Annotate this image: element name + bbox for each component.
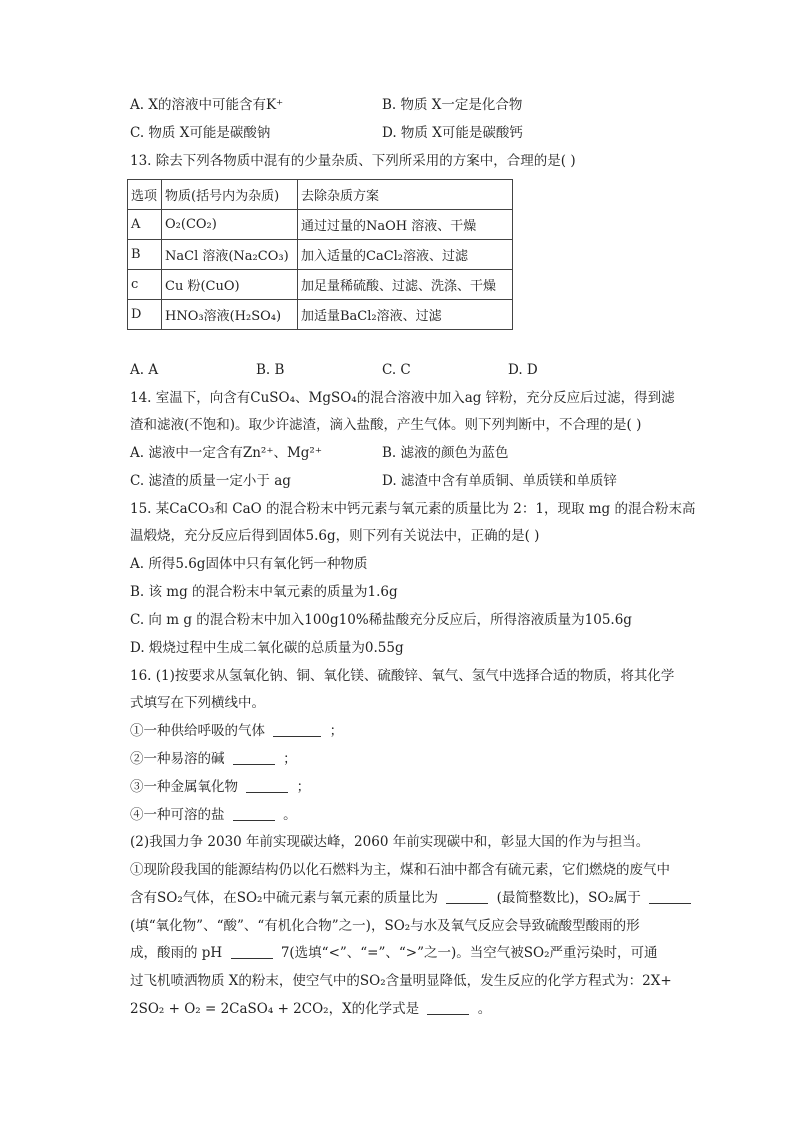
q13-option-d: D. D — [508, 362, 538, 378]
q16-part2-line2: ①现阶段我国的能源结构仍以化石燃料为主，煤和石油中都含有硫元素，它们燃烧的废气中 — [130, 862, 670, 878]
period: 。 — [477, 1001, 492, 1017]
q15-option-a: A. 所得5.6g固体中只有氧化钙一种物质 — [130, 556, 368, 572]
q12-option-b: B. 物质 X一定是化合物 — [382, 97, 523, 113]
table-cell: D — [128, 300, 162, 330]
semicolon: ； — [329, 723, 344, 739]
q14-stem-line2: 渣和滤液(不饱和)。取少许滤渣，滴入盐酸，产生气体。则下列判断中，不合理的是( ) — [130, 417, 642, 433]
q13-stem: 13. 除去下列各物质中混有的少量杂质、下列所采用的方案中，合理的是( ) — [130, 153, 576, 169]
period: 。 — [283, 807, 297, 823]
answer-blank[interactable] — [427, 1002, 469, 1015]
table-header-cell: 选项 — [128, 180, 162, 210]
q15-option-d: D. 煅烧过程中生成二氧化碳的总质量为0.55g — [130, 640, 404, 656]
table-cell: 加适量BaCl₂溶液、过滤 — [298, 300, 513, 330]
table-cell: A — [128, 210, 162, 240]
q13-option-a: A. A — [130, 362, 159, 378]
q16-part2-line3 — [130, 889, 695, 907]
q12-option-d: D. 物质 X可能是碳酸钙 — [382, 125, 523, 141]
q16-part2-line1: (2)我国力争 2030 年前实现碳达峰，2060 年前实现碳中和，彰显大国的作为与担当。 — [130, 834, 650, 850]
answer-blank[interactable] — [649, 891, 691, 904]
q16-item-3-label: ③一种金属氧化物 — [130, 779, 238, 795]
q16-intro-line1: 16. (1)按要求从氢氧化钠、铜、氧化镁、硫酸锌、氧气、氢气中选择合适的物质，将其化学 — [130, 668, 675, 684]
q16-item-4 — [130, 806, 297, 824]
q16-part2-line5 — [130, 944, 658, 962]
q14-option-a: A. 滤液中一定含有Zn²⁺、Mg²⁺ — [130, 445, 322, 461]
q14-option-d: D. 滤渣中含有单质铜、单质镁和单质锌 — [382, 473, 617, 489]
q15-stem-line2: 温煅烧，充分反应后得到固体5.6g，则下列有关说法中，正确的是( ) — [130, 528, 540, 544]
table-header-cell: 去除杂质方案 — [298, 180, 513, 210]
q16-part2-line4: (填“氧化物”、“酸”、“有机化合物”之一)，SO₂与水及氧气反应会导致硫酸型酸雨的形 — [130, 918, 640, 934]
table-row — [128, 210, 513, 240]
text-segment: 含有SO₂气体，在SO₂中硫元素与氧元素的质量比为 — [130, 890, 438, 906]
table-cell: 加足量稀硫酸、过滤、洗涤、干燥 — [298, 270, 513, 300]
table-row — [128, 240, 513, 270]
table-cell: 加入适量的CaCl₂溶液、过滤 — [298, 240, 513, 270]
table-row — [128, 270, 513, 300]
q15-option-b: B. 该 mg 的混合粉末中氧元素的质量为1.6g — [130, 584, 398, 600]
q16-intro-line2: 式填写在下列横线中。 — [130, 695, 265, 711]
answer-blank[interactable] — [233, 808, 275, 821]
table-cell: Cu 粉(CuO) — [162, 270, 298, 300]
q15-option-c: C. 向 m g 的混合粉末中加入100g10%稀盐酸充分反应后，所得溶液质量为105.6g — [130, 612, 632, 628]
q16-item-1 — [130, 722, 343, 740]
q16-part2-line6: 过飞机喷洒物质 X的粉末，使空气中的SO₂含量明显降低，发生反应的化学方程式为：2X+ — [130, 973, 672, 989]
table-cell: 通过过量的NaOH 溶液、干燥 — [298, 210, 513, 240]
answer-blank[interactable] — [446, 891, 488, 904]
q16-item-2 — [130, 750, 297, 768]
q14-stem-line1: 14. 室温下，向含有CuSO₄、MgSO₄的混合溶液中加入ag 锌粉，充分反应后过滤，得到滤 — [130, 390, 675, 406]
q16-item-4-label: ④一种可溶的盐 — [130, 807, 225, 823]
text-segment: 成，酸雨的 pH — [130, 945, 223, 961]
q13-option-c: C. C — [382, 362, 411, 378]
answer-blank[interactable] — [246, 780, 288, 793]
q14-option-b: B. 滤液的颜色为蓝色 — [382, 445, 509, 461]
q16-item-2-label: ②一种易溶的碱 — [130, 751, 225, 767]
q16-part2-line7 — [130, 1000, 491, 1018]
q12-option-a: A. X的溶液中可能含有K⁺ — [130, 97, 284, 113]
q13-table — [127, 179, 513, 330]
q15-stem-line1: 15. 某CaCO₃和 CaO 的混合粉末中钙元素与氧元素的质量比为 2：1，现取 mg 的混合粉末高 — [130, 501, 696, 517]
text-segment: 2SO₂ + O₂ = 2CaSO₄ + 2CO₂，X的化学式是 — [130, 1001, 420, 1017]
table-cell: O₂(CO₂) — [162, 210, 298, 240]
semicolon: ； — [296, 779, 311, 795]
table-cell: HNO₃溶液(H₂SO₄) — [162, 300, 298, 330]
answer-blank[interactable] — [273, 724, 321, 737]
table-header-cell: 物质(括号内为杂质) — [162, 180, 298, 210]
table-row — [128, 300, 513, 330]
q16-item-1-label: ①一种供给呼吸的气体 — [130, 723, 265, 739]
text-segment: 7(选填“<”、“=”、“>”之一)。当空气被SO₂严重污染时，可通 — [280, 945, 658, 961]
q13-option-b: B. B — [256, 362, 285, 378]
semicolon: ； — [283, 751, 297, 767]
table-cell: c — [128, 270, 162, 300]
text-segment: (最简整数比)，SO₂属于 — [496, 890, 641, 906]
q14-option-c: C. 滤渣的质量一定小于 ag — [130, 473, 291, 489]
table-cell: B — [128, 240, 162, 270]
table-cell: NaCl 溶液(Na₂CO₃) — [162, 240, 298, 270]
answer-blank[interactable] — [231, 946, 273, 959]
q16-item-3 — [130, 778, 310, 796]
q12-option-c: C. 物质 X可能是碳酸钠 — [130, 125, 271, 141]
table-header-row — [128, 180, 513, 210]
answer-blank[interactable] — [233, 752, 275, 765]
